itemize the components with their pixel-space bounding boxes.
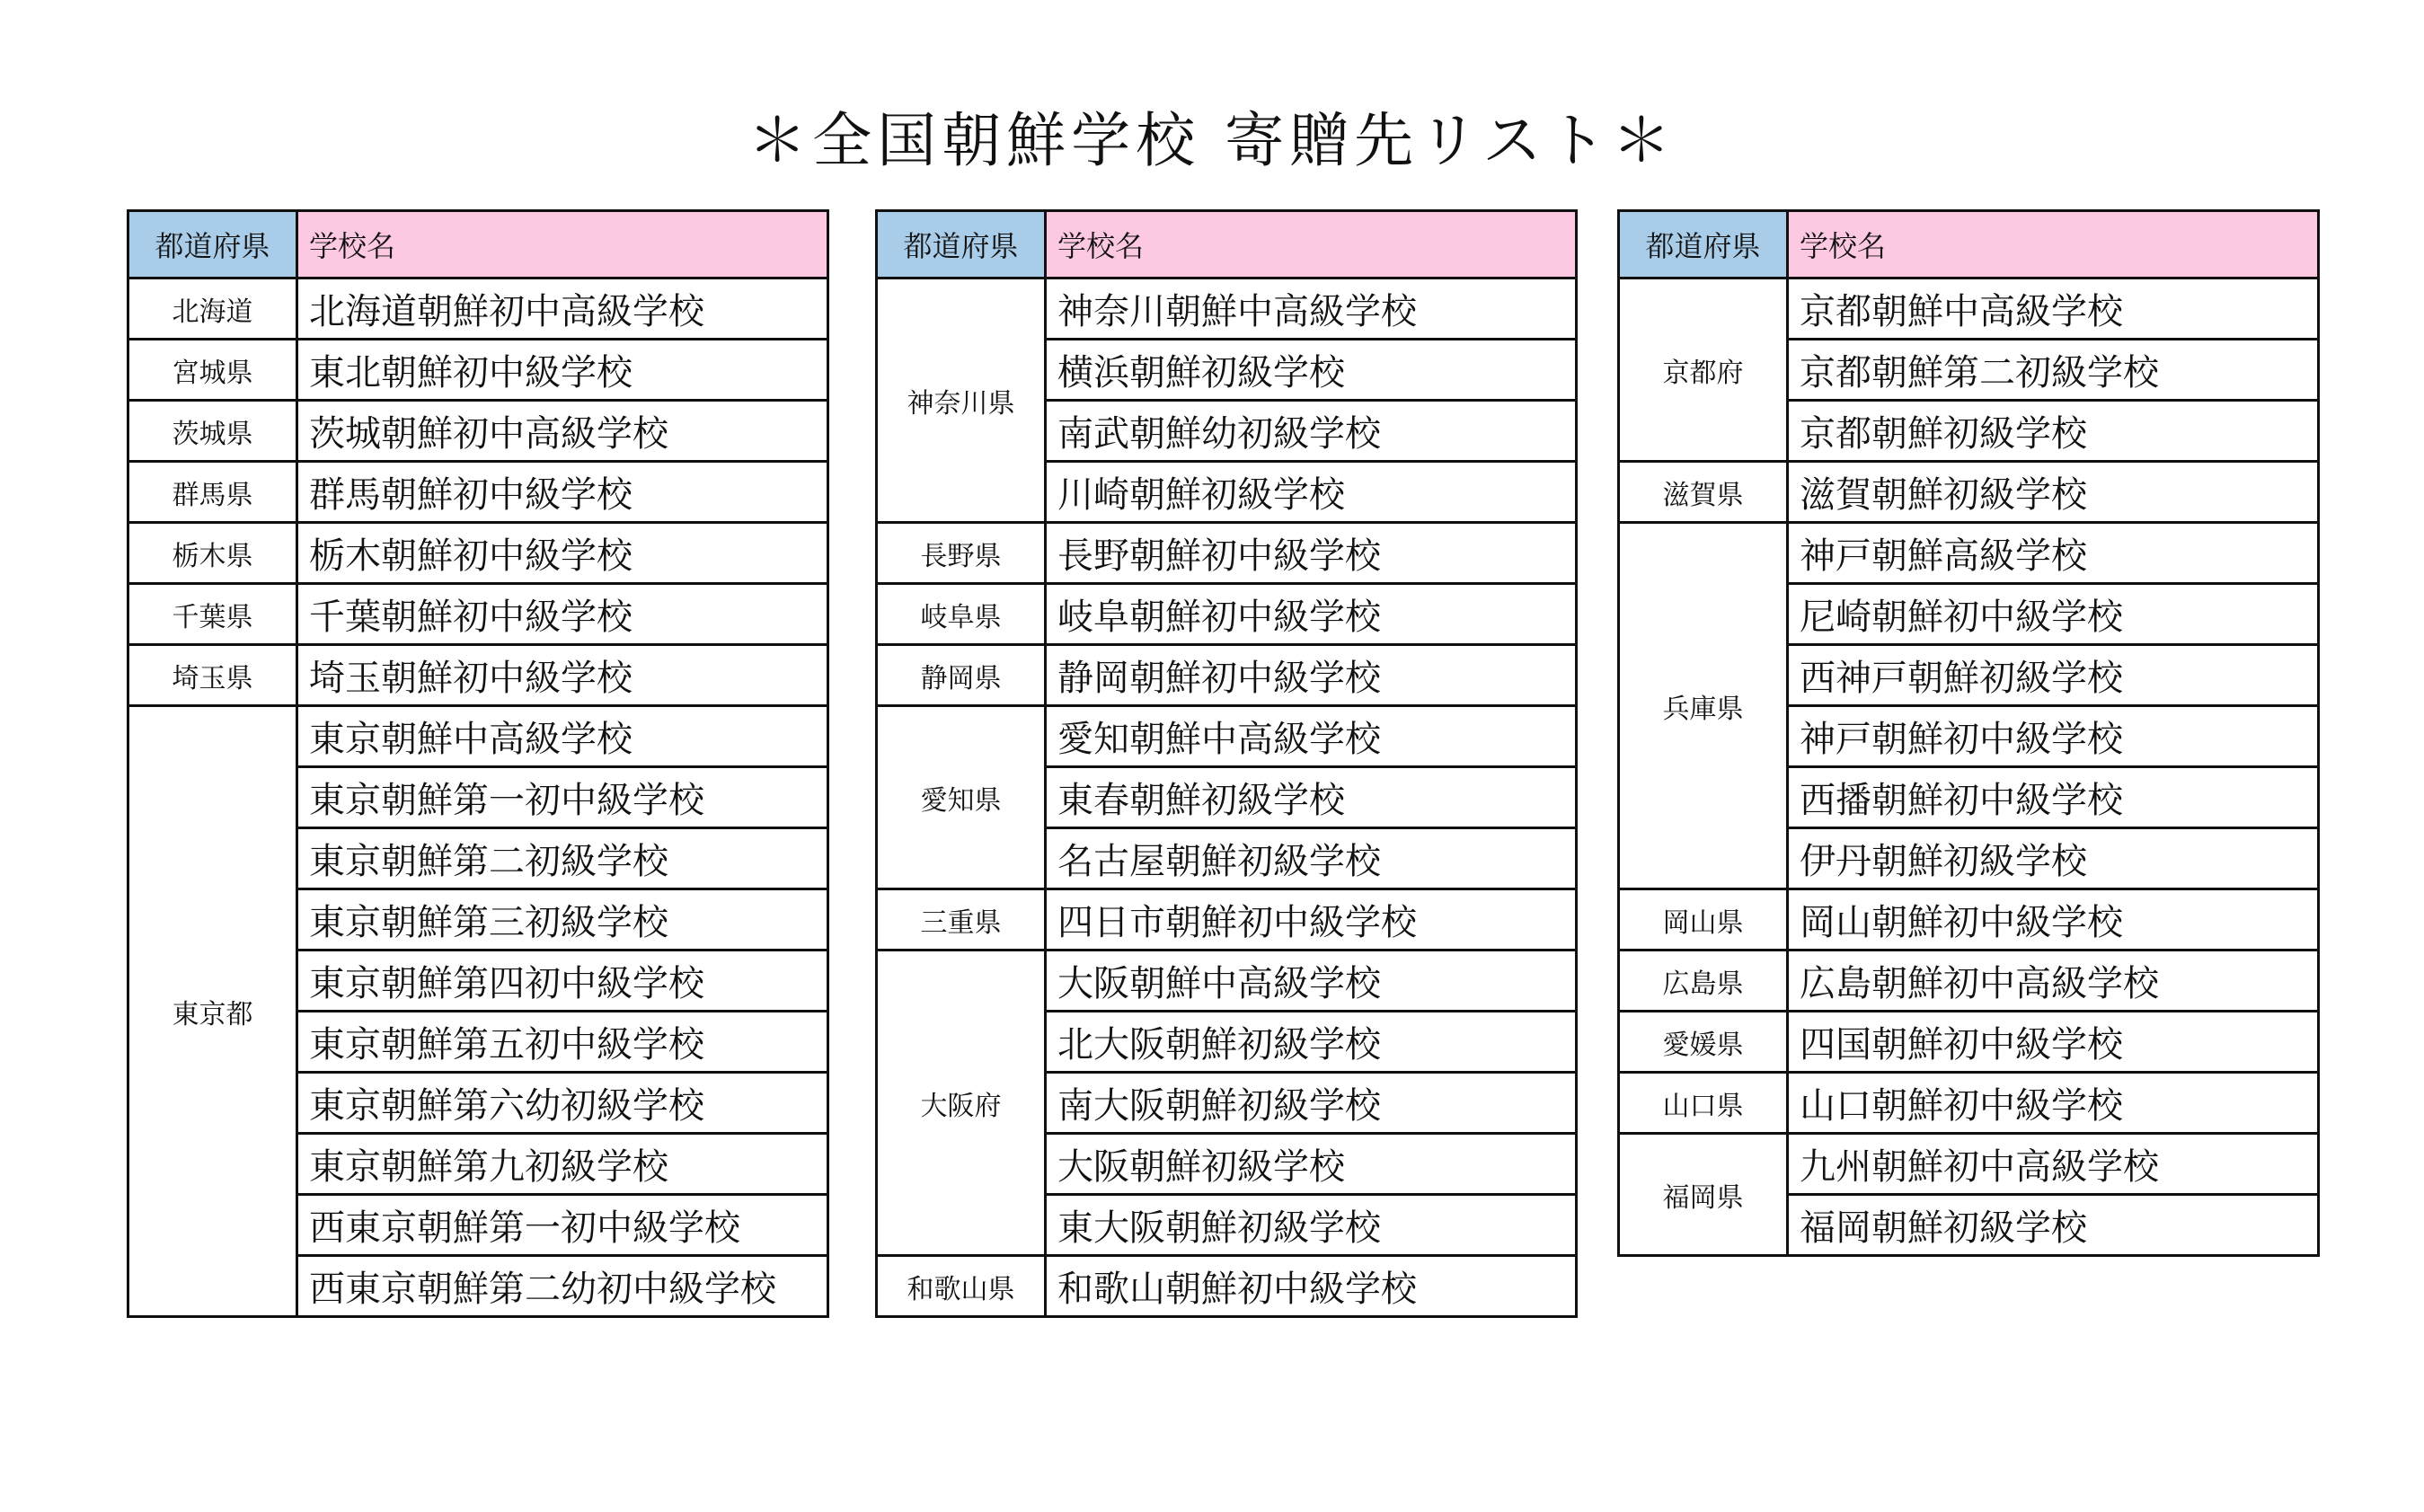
school-name-cell: 南大阪朝鮮初級学校 xyxy=(1046,1073,1577,1134)
prefecture-cell: 山口県 xyxy=(1619,1073,1788,1134)
prefecture-cell: 京都府 xyxy=(1619,279,1788,462)
school-name-cell: 北大阪朝鮮初級学校 xyxy=(1046,1012,1577,1073)
prefecture-cell: 神奈川県 xyxy=(877,279,1046,523)
school-name-cell: 東北朝鮮初中級学校 xyxy=(297,340,828,401)
school-name-cell: 神奈川朝鮮中高級学校 xyxy=(1046,279,1577,340)
prefecture-cell: 大阪府 xyxy=(877,951,1046,1256)
school-name-cell: 川崎朝鮮初級学校 xyxy=(1046,462,1577,523)
school-name-cell: 東京朝鮮第三初級学校 xyxy=(297,889,828,951)
school-name-cell: 愛知朝鮮中高級学校 xyxy=(1046,706,1577,767)
prefecture-cell: 埼玉県 xyxy=(128,645,297,706)
school-name-cell: 東京朝鮮第二初級学校 xyxy=(297,828,828,889)
school-name-cell: 栃木朝鮮初中級学校 xyxy=(297,523,828,584)
table-row xyxy=(1619,1134,2319,1195)
school-name-cell: 東京朝鮮第四初中級学校 xyxy=(297,951,828,1012)
prefecture-cell: 三重県 xyxy=(877,889,1046,951)
prefecture-cell: 愛知県 xyxy=(877,706,1046,889)
table-row xyxy=(128,523,828,584)
prefecture-column-header: 都道府県 xyxy=(877,211,1046,279)
school-list-table-3 xyxy=(1617,209,2320,1257)
school-name-cell: 東京朝鮮中高級学校 xyxy=(297,706,828,767)
prefecture-cell: 福岡県 xyxy=(1619,1134,1788,1256)
school-name-cell: 滋賀朝鮮初級学校 xyxy=(1788,462,2319,523)
school-name-column-header: 学校名 xyxy=(1788,211,2319,279)
table-body xyxy=(128,279,828,1317)
prefecture-cell: 栃木県 xyxy=(128,523,297,584)
school-name-cell: 長野朝鮮初中級学校 xyxy=(1046,523,1577,584)
school-name-cell: 東大阪朝鮮初級学校 xyxy=(1046,1195,1577,1256)
school-name-cell: 岡山朝鮮初中級学校 xyxy=(1788,889,2319,951)
table-row xyxy=(1619,279,2319,340)
school-name-cell: 京都朝鮮初級学校 xyxy=(1788,401,2319,462)
school-name-cell: 西東京朝鮮第一初中級学校 xyxy=(297,1195,828,1256)
school-name-cell: 京都朝鮮第二初級学校 xyxy=(1788,340,2319,401)
school-name-cell: 大阪朝鮮初級学校 xyxy=(1046,1134,1577,1195)
school-name-column-header: 学校名 xyxy=(1046,211,1577,279)
school-name-cell: 九州朝鮮初中高級学校 xyxy=(1788,1134,2319,1195)
school-name-cell: 東春朝鮮初級学校 xyxy=(1046,767,1577,828)
table-body xyxy=(877,279,1577,1317)
school-name-cell: 静岡朝鮮初中級学校 xyxy=(1046,645,1577,706)
school-name-cell: 東京朝鮮第五初中級学校 xyxy=(297,1012,828,1073)
school-list-table-1 xyxy=(127,209,829,1318)
table-row xyxy=(877,951,1577,1012)
table-row xyxy=(128,645,828,706)
prefecture-cell: 広島県 xyxy=(1619,951,1788,1012)
prefecture-cell: 長野県 xyxy=(877,523,1046,584)
table-row xyxy=(877,523,1577,584)
table-row xyxy=(128,462,828,523)
school-name-cell: 北海道朝鮮初中高級学校 xyxy=(297,279,828,340)
prefecture-cell: 岐阜県 xyxy=(877,584,1046,645)
school-name-cell: 東京朝鮮第九初級学校 xyxy=(297,1134,828,1195)
school-name-cell: 西播朝鮮初中級学校 xyxy=(1788,767,2319,828)
school-name-cell: 広島朝鮮初中高級学校 xyxy=(1788,951,2319,1012)
school-name-cell: 福岡朝鮮初級学校 xyxy=(1788,1195,2319,1256)
school-name-cell: 神戸朝鮮高級学校 xyxy=(1788,523,2319,584)
school-name-cell: 茨城朝鮮初中高級学校 xyxy=(297,401,828,462)
prefecture-cell: 北海道 xyxy=(128,279,297,340)
table-row xyxy=(128,706,828,767)
school-name-cell: 群馬朝鮮初中級学校 xyxy=(297,462,828,523)
table-row xyxy=(877,584,1577,645)
school-name-cell: 横浜朝鮮初級学校 xyxy=(1046,340,1577,401)
school-name-cell: 東京朝鮮第六幼初級学校 xyxy=(297,1073,828,1134)
prefecture-cell: 愛媛県 xyxy=(1619,1012,1788,1073)
table-row xyxy=(128,279,828,340)
school-name-cell: 四日市朝鮮初中級学校 xyxy=(1046,889,1577,951)
table-row xyxy=(1619,1012,2319,1073)
prefecture-cell: 岡山県 xyxy=(1619,889,1788,951)
school-name-cell: 西神戸朝鮮初級学校 xyxy=(1788,645,2319,706)
school-name-cell: 和歌山朝鮮初中級学校 xyxy=(1046,1256,1577,1317)
table-row xyxy=(877,1256,1577,1317)
school-name-cell: 岐阜朝鮮初中級学校 xyxy=(1046,584,1577,645)
prefecture-cell: 茨城県 xyxy=(128,401,297,462)
school-name-cell: 埼玉朝鮮初中級学校 xyxy=(297,645,828,706)
school-name-cell: 名古屋朝鮮初級学校 xyxy=(1046,828,1577,889)
prefecture-column-header: 都道府県 xyxy=(1619,211,1788,279)
school-name-cell: 神戸朝鮮初中級学校 xyxy=(1788,706,2319,767)
prefecture-cell: 千葉県 xyxy=(128,584,297,645)
school-name-cell: 西東京朝鮮第二幼初中級学校 xyxy=(297,1256,828,1317)
table-body xyxy=(1619,279,2319,1256)
school-list-table-2 xyxy=(875,209,1578,1318)
school-name-cell: 南武朝鮮幼初級学校 xyxy=(1046,401,1577,462)
table-row xyxy=(128,584,828,645)
table-row xyxy=(1619,951,2319,1012)
table-row xyxy=(1619,462,2319,523)
prefecture-cell: 兵庫県 xyxy=(1619,523,1788,889)
prefecture-cell: 和歌山県 xyxy=(877,1256,1046,1317)
prefecture-cell: 群馬県 xyxy=(128,462,297,523)
page-title: ＊全国朝鮮学校 寄贈先リスト＊ xyxy=(748,106,1676,175)
school-name-cell: 京都朝鮮中高級学校 xyxy=(1788,279,2319,340)
school-name-cell: 大阪朝鮮中高級学校 xyxy=(1046,951,1577,1012)
school-name-cell: 四国朝鮮初中級学校 xyxy=(1788,1012,2319,1073)
school-name-cell: 尼崎朝鮮初中級学校 xyxy=(1788,584,2319,645)
prefecture-cell: 滋賀県 xyxy=(1619,462,1788,523)
table-row xyxy=(877,706,1577,767)
table-row xyxy=(877,645,1577,706)
table-row xyxy=(1619,523,2319,584)
school-name-cell: 伊丹朝鮮初級学校 xyxy=(1788,828,2319,889)
table-row xyxy=(1619,889,2319,951)
table-row xyxy=(128,340,828,401)
prefecture-cell: 宮城県 xyxy=(128,340,297,401)
prefecture-cell: 東京都 xyxy=(128,706,297,1317)
school-name-cell: 山口朝鮮初中級学校 xyxy=(1788,1073,2319,1134)
table-row xyxy=(877,279,1577,340)
table-row xyxy=(877,889,1577,951)
school-name-column-header: 学校名 xyxy=(297,211,828,279)
table-row xyxy=(1619,1073,2319,1134)
table-row xyxy=(128,401,828,462)
school-name-cell: 東京朝鮮第一初中級学校 xyxy=(297,767,828,828)
school-name-cell: 千葉朝鮮初中級学校 xyxy=(297,584,828,645)
prefecture-cell: 静岡県 xyxy=(877,645,1046,706)
prefecture-column-header: 都道府県 xyxy=(128,211,297,279)
